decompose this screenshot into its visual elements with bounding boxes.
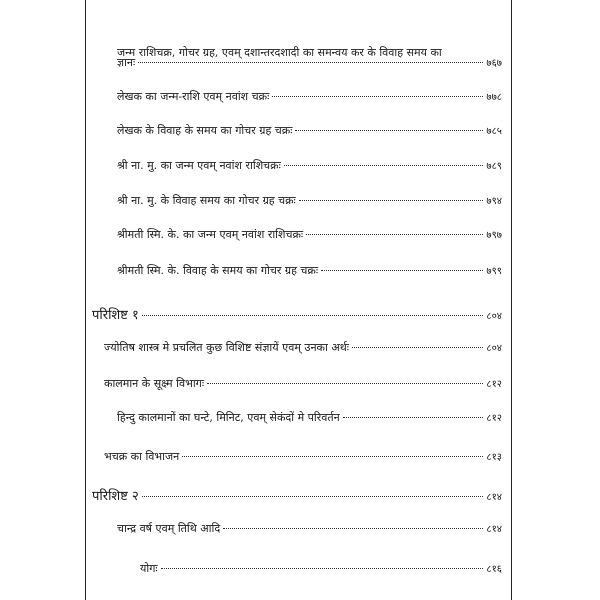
toc-entry bbox=[104, 341, 502, 356]
toc-entry-label: योगः bbox=[140, 562, 158, 575]
toc-entry bbox=[117, 264, 502, 279]
toc-page-number: ७६७ bbox=[486, 58, 502, 69]
dot-leader bbox=[138, 62, 483, 63]
toc-page-number: ७९७ bbox=[486, 230, 502, 241]
toc-page-number: ८०४ bbox=[486, 343, 502, 354]
appendix-title: परिशिष्ट १ bbox=[92, 308, 139, 323]
toc-entry bbox=[117, 124, 502, 139]
dot-leader bbox=[284, 165, 484, 166]
toc-entry bbox=[117, 90, 502, 105]
toc-page-number: ७९९ bbox=[486, 266, 502, 277]
dot-leader bbox=[352, 347, 483, 348]
toc-entry-label: कालमान के सूक्ष्म विभागः bbox=[104, 377, 205, 390]
toc-entry bbox=[117, 159, 502, 174]
toc-entry bbox=[117, 228, 502, 243]
toc-entry bbox=[117, 522, 502, 537]
dot-leader bbox=[142, 315, 484, 316]
dot-leader bbox=[142, 496, 484, 497]
toc-entry-label: लेखक के विवाह के समय का गोचर ग्रह चक्रः bbox=[117, 124, 293, 137]
toc-entry bbox=[117, 56, 502, 71]
toc-page-number: ७८५ bbox=[486, 126, 502, 137]
toc-entry-label: श्रीमती स्मि. के. का जन्म एवम् नवांश राशिचक्रः bbox=[117, 228, 304, 241]
toc-entry bbox=[104, 450, 502, 465]
dot-leader bbox=[299, 200, 484, 201]
toc-page-number: ८१२ bbox=[486, 413, 502, 424]
appendix-heading bbox=[92, 490, 502, 505]
toc-page-number: ८१४ bbox=[486, 492, 502, 503]
toc-page-number: ७९४ bbox=[486, 196, 502, 207]
dot-leader bbox=[321, 270, 483, 271]
dot-leader bbox=[182, 456, 483, 457]
dot-leader bbox=[272, 96, 483, 97]
toc-entry-label: भचक्र का विभाजन bbox=[104, 450, 180, 463]
toc-entry-label: हिन्दु कालमानों का घन्टे, मिनिट, एवम् सेकंदों मे परिवर्तन bbox=[117, 411, 340, 424]
dot-leader bbox=[306, 234, 483, 235]
toc-entry bbox=[117, 411, 502, 426]
toc-entry bbox=[104, 377, 502, 392]
toc-page-number: ७८९ bbox=[486, 161, 502, 172]
dot-leader bbox=[223, 528, 483, 529]
toc-page-number: ८१६ bbox=[486, 564, 502, 575]
dot-leader bbox=[161, 568, 484, 569]
toc-entry-label: श्रीमती स्मि. के. विवाह के समय का गोचर ग्रह चक्रः bbox=[117, 264, 319, 277]
dot-leader bbox=[207, 383, 483, 384]
toc-entry-label: चान्द्र वर्ष एवम् तिथि आदि bbox=[117, 522, 221, 535]
appendix-title: परिशिष्ट २ bbox=[92, 489, 139, 504]
toc-entry bbox=[117, 194, 502, 209]
toc-entry bbox=[140, 562, 502, 577]
toc-entry-label: श्री ना. मु. का जन्म एवम् नवांश राशिचक्रः bbox=[117, 159, 281, 172]
dot-leader bbox=[343, 417, 484, 418]
toc-entry-label: श्री ना. मु. के विवाह समय का गोचर ग्रह चक्रः bbox=[117, 194, 296, 207]
toc-page-number: ८१२ bbox=[486, 379, 502, 390]
toc-page-number: ८१३ bbox=[486, 452, 502, 463]
toc-page-number: ८१४ bbox=[486, 524, 502, 535]
dot-leader bbox=[295, 130, 483, 131]
toc-page-number: ८०४ bbox=[486, 311, 502, 322]
appendix-heading bbox=[92, 309, 502, 324]
toc-entry-label: लेखक का जन्म-राशि एवम् नवांश चक्रः bbox=[117, 90, 270, 103]
toc-entry-label: जन्म राशिचक्र, गोचर ग्रह, एवम् दशान्तरदशादी का समन्वय कर के विवाह समय का bbox=[117, 46, 442, 59]
toc-entry-label: ज्योतिष शास्त्र मे प्रचलित कुछ विशिष्ट संज्ञायें एवम् उनका अर्थः bbox=[104, 341, 349, 354]
toc-entry-label: ज्ञानः bbox=[117, 56, 136, 69]
toc-page-number: ७७८ bbox=[486, 92, 502, 103]
